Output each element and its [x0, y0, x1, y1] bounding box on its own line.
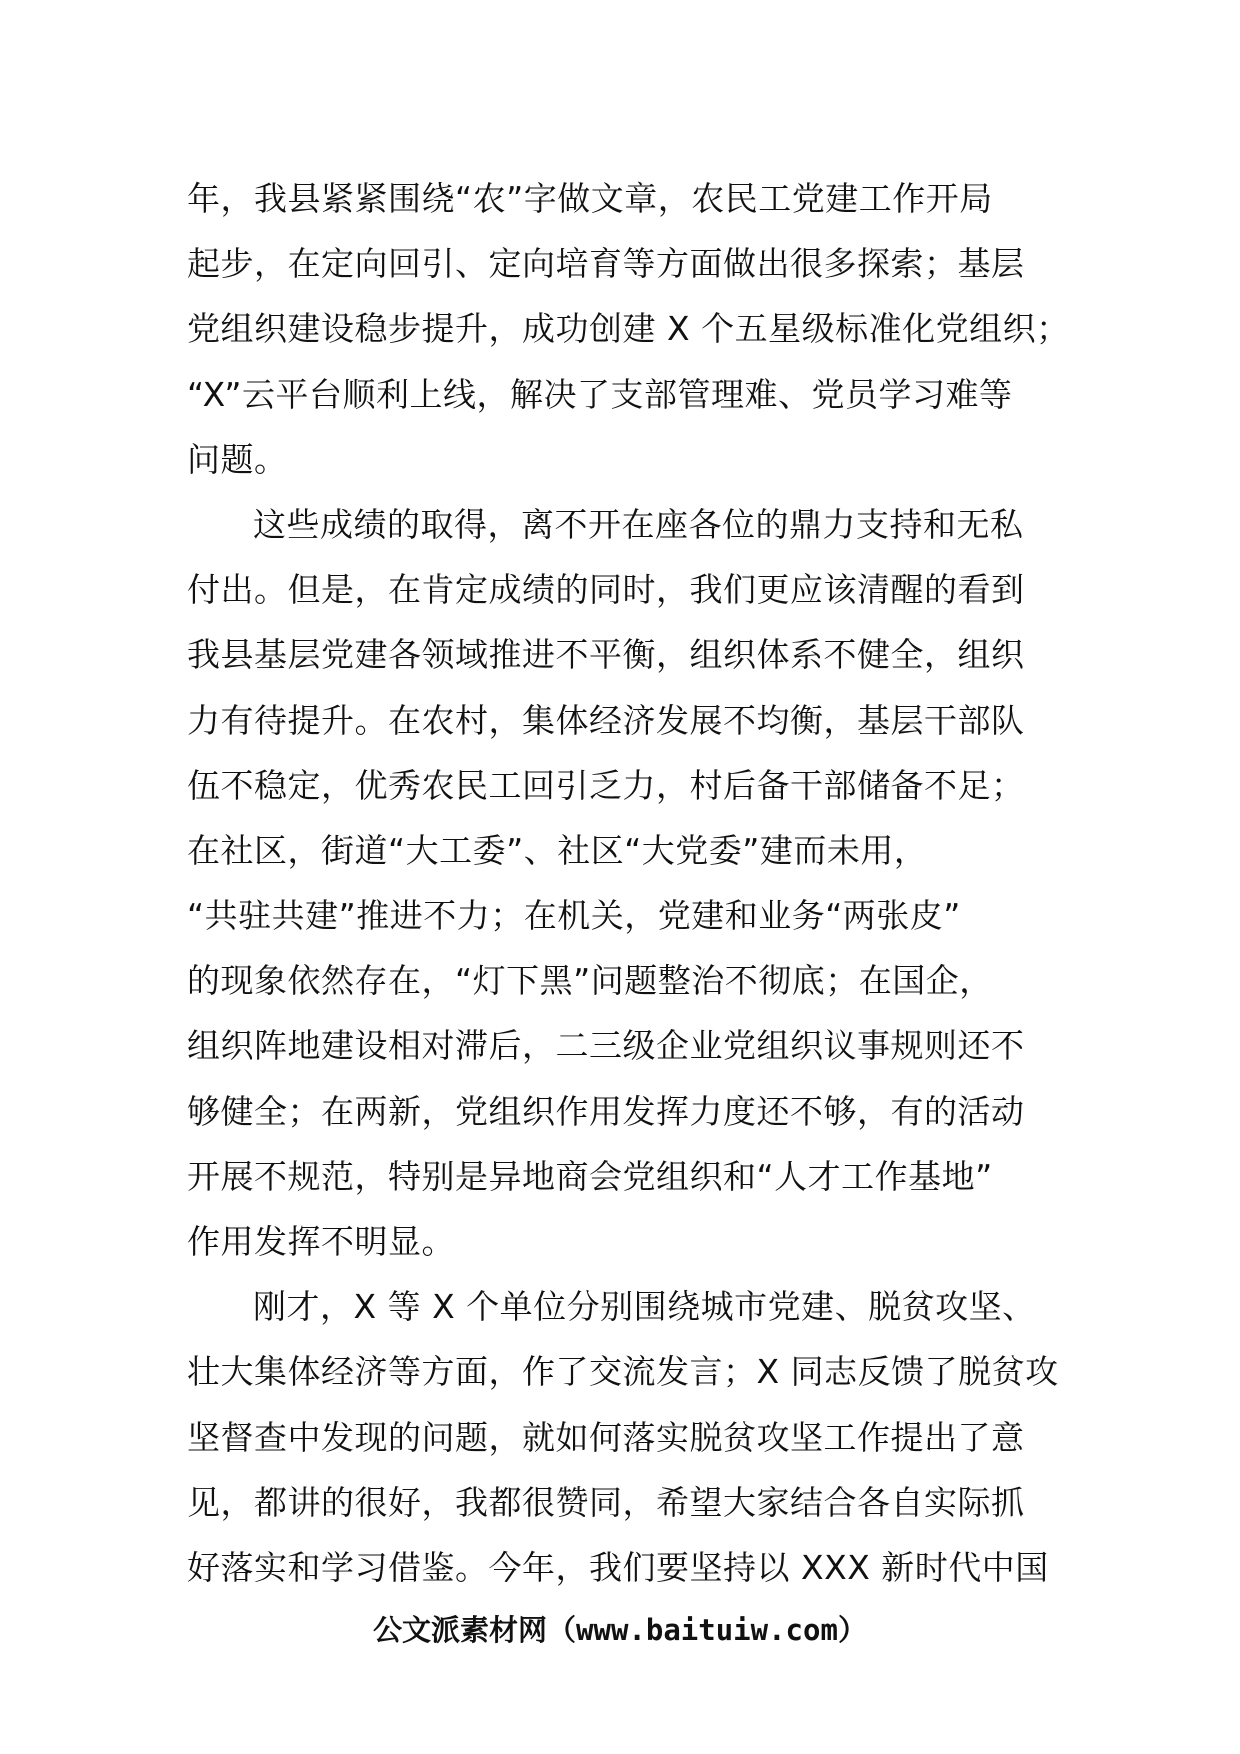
text-line: 问题。 — [187, 439, 288, 479]
text-line: 壮大集体经济等方面，作了交流发言；X 同志反馈了脱贫攻 — [187, 1352, 1059, 1392]
text-line: 见，都讲的很好，我都很赞同，希望大家结合各自实际抓 — [187, 1482, 1025, 1522]
text-line: 付出。但是，在肯定成绩的同时，我们更应该清醒的看到 — [187, 570, 1025, 610]
text-line: 我县基层党建各领域推进不平衡，组织体系不健全，组织 — [187, 635, 1025, 675]
text-line: 力有待提升。在农村，集体经济发展不均衡，基层干部队 — [187, 700, 1025, 740]
text-line: 作用发挥不明显。 — [187, 1222, 455, 1261]
footer-watermark — [0, 1610, 1240, 1650]
document-body — [187, 166, 1070, 1600]
text-line: “X”云平台顺利上线，解决了支部管理难、党员学习难等 — [187, 374, 1013, 414]
text-line: 的现象依然存在，“灯下黑”问题整治不彻底；在国企， — [187, 961, 993, 1001]
text-line: 这些成绩的取得，离不开在座各位的鼎力支持和无私 — [253, 504, 1024, 544]
footer-url: （www.baituiw.com） — [547, 1613, 867, 1647]
text-line: 起步，在定向回引、定向培育等方面做出很多探索；基层 — [187, 244, 1025, 284]
text-line: “共驻共建”推进不力；在机关，党建和业务“两张皮” — [187, 896, 961, 936]
text-line: 坚督查中发现的问题，就如何落实脱贫攻坚工作提出了意 — [187, 1417, 1025, 1457]
text-line: 党组织建设稳步提升，成功创建 X 个五星级标准化党组织； — [187, 309, 1070, 349]
text-line: 组织阵地建设相对滞后，二三级企业党组织议事规则还不 — [187, 1026, 1025, 1066]
text-line: 好落实和学习借鉴。今年，我们要坚持以 XXX 新时代中国 — [187, 1547, 1049, 1587]
text-line: 年，我县紧紧围绕“农”字做文章，农民工党建工作开局 — [187, 179, 993, 218]
text-line: 刚才，X 等 X 个单位分别围绕城市党建、脱贫攻坚、 — [253, 1287, 1036, 1327]
text-line: 够健全；在两新，党组织作用发挥力度还不够，有的活动 — [187, 1091, 1025, 1131]
text-line: 在社区，街道“大工委”、社区“大党委”建而未用， — [187, 830, 928, 870]
text-line: 开展不规范，特别是异地商会党组织和“人才工作基地” — [187, 1156, 993, 1196]
footer-site-name: 公文派素材网 — [373, 1613, 548, 1647]
text-line: 伍不稳定，优秀农民工回引乏力，村后备干部储备不足； — [187, 765, 1025, 805]
